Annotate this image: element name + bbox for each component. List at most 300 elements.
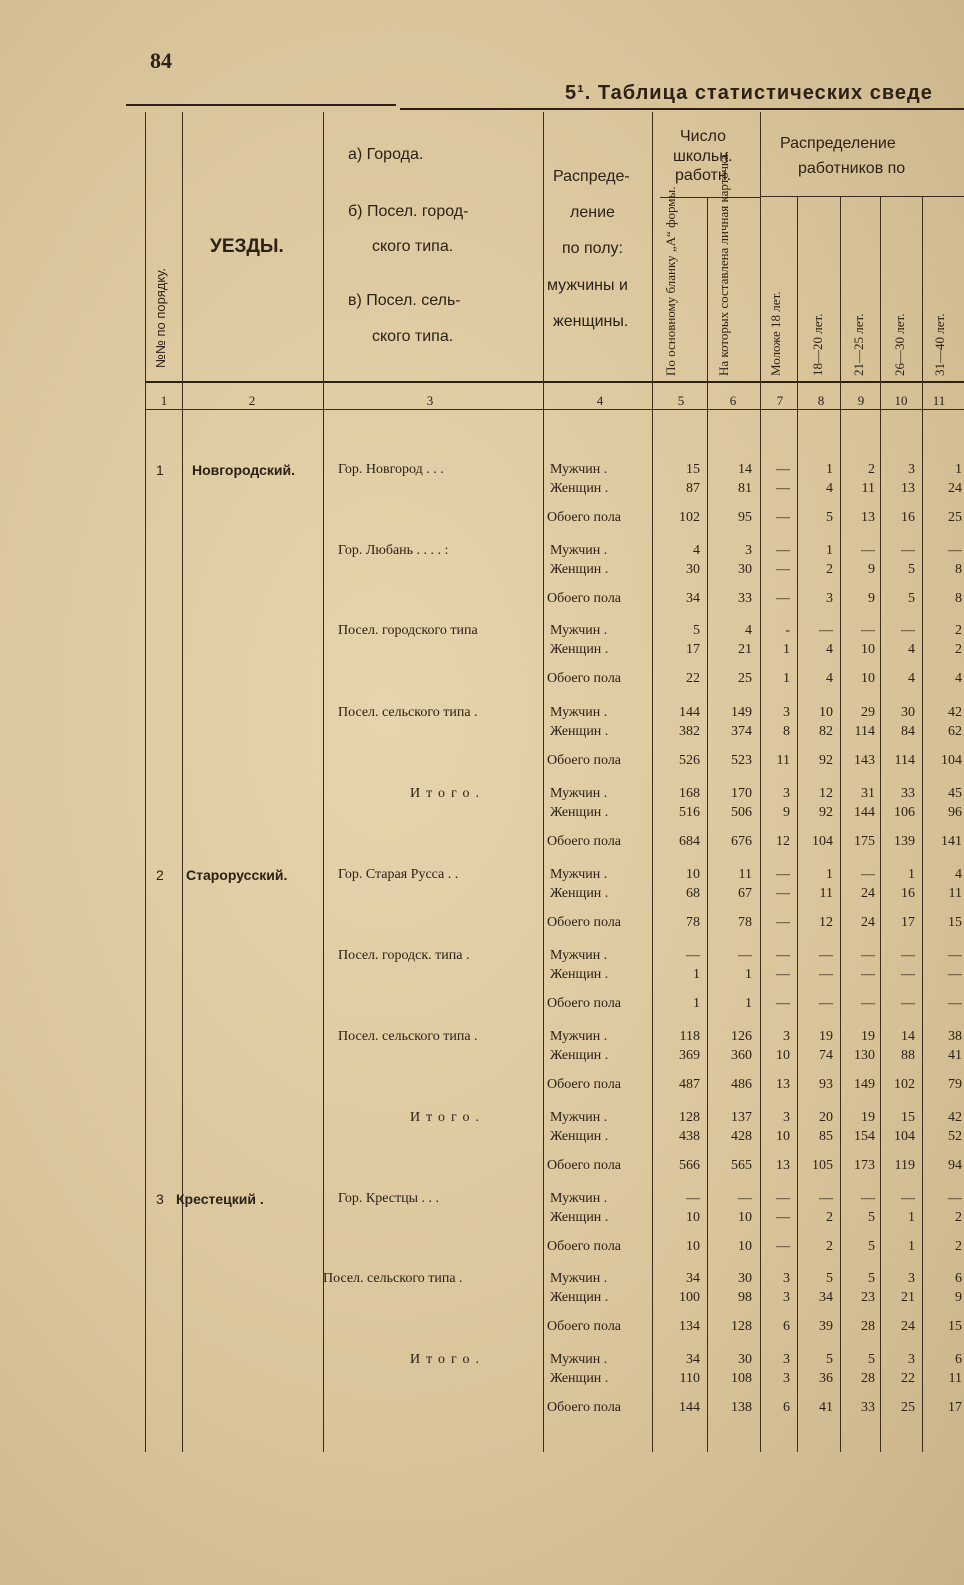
sex-label: Мужчин . xyxy=(550,1110,608,1125)
value-cell: 5 xyxy=(826,1271,833,1286)
value-cell: 4 xyxy=(693,543,700,558)
value-cell: 4 xyxy=(908,671,915,686)
header-col3-line: ского типа. xyxy=(372,238,454,255)
value-cell: 102 xyxy=(679,510,700,525)
header-col4-line: мужчины и xyxy=(547,277,628,294)
value-cell: 4 xyxy=(908,642,915,657)
sex-label: Мужчин . xyxy=(550,948,608,963)
value-cell: — xyxy=(776,915,790,930)
value-cell: 108 xyxy=(731,1371,752,1386)
value-cell: 30 xyxy=(686,562,700,577)
header-col9: 21—25 лет. xyxy=(851,313,866,376)
sex-label: Мужчин . xyxy=(550,705,608,720)
value-cell: 21 xyxy=(738,642,752,657)
value-cell: — xyxy=(861,867,875,882)
col-line xyxy=(840,196,841,1452)
value-cell: — xyxy=(901,948,915,963)
value-cell: 506 xyxy=(731,805,752,820)
value-cell: 33 xyxy=(901,786,915,801)
col-line xyxy=(797,196,798,1452)
sex-label: Обоего пола xyxy=(547,1400,622,1415)
value-cell: 1 xyxy=(826,462,833,477)
value-cell: — xyxy=(901,996,915,1011)
value-cell: 516 xyxy=(679,805,700,820)
value-cell: 3 xyxy=(783,1271,790,1286)
top-rule-left xyxy=(126,104,396,106)
header-col3-line: б) Посел. город- xyxy=(348,203,469,220)
value-cell: 3 xyxy=(783,1290,790,1305)
sex-label: Обоего пола xyxy=(547,753,622,768)
header-col2: УЕЗДЫ. xyxy=(210,236,284,257)
value-cell: 2 xyxy=(826,1210,833,1225)
value-cell: 526 xyxy=(679,753,700,768)
header-col11: 31—40 лет. xyxy=(932,313,947,376)
value-cell: 30 xyxy=(738,1271,752,1286)
value-cell: 486 xyxy=(731,1077,752,1092)
value-cell: 16 xyxy=(901,510,915,525)
value-cell: — xyxy=(948,948,962,963)
value-cell: — xyxy=(948,967,962,982)
value-cell: 13 xyxy=(901,481,915,496)
value-cell: 10 xyxy=(686,867,700,882)
value-cell: — xyxy=(776,867,790,882)
value-cell: 141 xyxy=(941,834,962,849)
total-label: Итого. xyxy=(410,786,485,801)
value-cell: 34 xyxy=(686,1352,700,1367)
col-line xyxy=(707,197,708,1452)
sex-label: Женщин . xyxy=(550,481,609,496)
value-cell: 38 xyxy=(948,1029,962,1044)
value-cell: 105 xyxy=(812,1158,833,1173)
value-cell: 68 xyxy=(686,886,700,901)
value-cell: 95 xyxy=(738,510,752,525)
value-cell: 4 xyxy=(745,623,752,638)
header-col7: Моложе 18 лет. xyxy=(768,291,783,376)
col-number: 1 xyxy=(160,393,168,408)
value-cell: 3 xyxy=(745,543,752,558)
header-group-count: школьн. xyxy=(673,148,733,165)
col-number: 5 xyxy=(677,393,685,408)
value-cell: 676 xyxy=(731,834,752,849)
value-cell: 28 xyxy=(861,1319,875,1334)
total-label: Итого. xyxy=(410,1352,485,1367)
value-cell: 17 xyxy=(686,642,700,657)
value-cell: 128 xyxy=(731,1319,752,1334)
value-cell: 684 xyxy=(679,834,700,849)
value-cell: 1 xyxy=(826,543,833,558)
value-cell: 87 xyxy=(686,481,700,496)
value-cell: — xyxy=(819,967,833,982)
value-cell: — xyxy=(901,967,915,982)
value-cell: 10 xyxy=(819,705,833,720)
sex-label: Обоего пола xyxy=(547,1239,622,1254)
value-cell: 428 xyxy=(731,1129,752,1144)
col-number: 7 xyxy=(776,393,784,408)
value-cell: 25 xyxy=(901,1400,915,1415)
sex-label: Обоего пола xyxy=(547,671,622,686)
sex-label: Мужчин . xyxy=(550,786,608,801)
value-cell: 8 xyxy=(783,724,790,739)
value-cell: — xyxy=(776,462,790,477)
value-cell: 13 xyxy=(776,1158,790,1173)
value-cell: — xyxy=(686,948,700,963)
value-cell: 30 xyxy=(738,1352,752,1367)
value-cell: 41 xyxy=(819,1400,833,1415)
header-col5: По основному бланку „А“ формы. xyxy=(663,186,678,376)
value-cell: 104 xyxy=(812,834,833,849)
value-cell: — xyxy=(738,948,752,963)
value-cell: 4 xyxy=(955,867,962,882)
value-cell: 9 xyxy=(955,1290,962,1305)
sex-label: Мужчин . xyxy=(550,867,608,882)
value-cell: 149 xyxy=(731,705,752,720)
settlement-name: Гор. Крестцы . . . xyxy=(338,1191,439,1206)
value-cell: — xyxy=(776,1210,790,1225)
page-number: 84 xyxy=(150,48,172,73)
value-cell: 13 xyxy=(861,510,875,525)
value-cell: 10 xyxy=(861,642,875,657)
value-cell: — xyxy=(901,543,915,558)
row-number: 2 xyxy=(156,867,164,883)
value-cell: — xyxy=(776,1239,790,1254)
value-cell: 31 xyxy=(861,786,875,801)
value-cell: 5 xyxy=(826,510,833,525)
uezd-name: Новгородский. xyxy=(192,462,295,478)
value-cell: — xyxy=(948,996,962,1011)
value-cell: 96 xyxy=(948,805,962,820)
value-cell: 10 xyxy=(861,671,875,686)
value-cell: 566 xyxy=(679,1158,700,1173)
col-line xyxy=(922,196,923,1452)
uezd-name: Крестецкий . xyxy=(176,1191,264,1207)
settlement-name: Гор. Старая Русса . . xyxy=(338,867,459,882)
value-cell: 369 xyxy=(679,1048,700,1063)
value-cell: 24 xyxy=(861,915,875,930)
value-cell: 1 xyxy=(908,1210,915,1225)
value-cell: 144 xyxy=(679,1400,700,1415)
value-cell: 4 xyxy=(826,642,833,657)
top-rule-right xyxy=(400,108,964,110)
col-line xyxy=(145,112,146,1452)
value-cell: 119 xyxy=(894,1158,915,1173)
value-cell: — xyxy=(819,623,833,638)
value-cell: 5 xyxy=(868,1271,875,1286)
col-line xyxy=(880,196,881,1452)
value-cell: 104 xyxy=(894,1129,915,1144)
value-cell: 170 xyxy=(731,786,752,801)
value-cell: 15 xyxy=(948,1319,962,1334)
value-cell: 81 xyxy=(738,481,752,496)
sex-label: Мужчин . xyxy=(550,462,608,477)
value-cell: 94 xyxy=(948,1158,962,1173)
value-cell: 565 xyxy=(731,1158,752,1173)
value-cell: 10 xyxy=(686,1239,700,1254)
header-col4-line: по полу: xyxy=(562,240,623,257)
settlement-name: Гор. Любань . . . . : xyxy=(338,543,449,558)
value-cell: 93 xyxy=(819,1077,833,1092)
col-line xyxy=(182,112,183,1452)
value-cell: 100 xyxy=(679,1290,700,1305)
value-cell: 12 xyxy=(819,915,833,930)
value-cell: 45 xyxy=(948,786,962,801)
sex-label: Женщин . xyxy=(550,1129,609,1144)
value-cell: — xyxy=(861,623,875,638)
header-col3-line: а) Города. xyxy=(348,146,424,163)
sex-label: Женщин . xyxy=(550,642,609,657)
settlement-name: Посел. сельского типа . xyxy=(338,705,478,720)
value-cell: 79 xyxy=(948,1077,962,1092)
sex-label: Обоего пола xyxy=(547,1319,622,1334)
header-bottom-rule xyxy=(145,381,964,383)
sex-label: Женщин . xyxy=(550,562,609,577)
value-cell: — xyxy=(948,1191,962,1206)
value-cell: — xyxy=(776,510,790,525)
value-cell: 84 xyxy=(901,724,915,739)
header-col4-line: женщины. xyxy=(553,313,629,330)
value-cell: 11 xyxy=(819,886,833,901)
value-cell: 30 xyxy=(901,705,915,720)
value-cell: 5 xyxy=(908,591,915,606)
value-cell: 8 xyxy=(955,591,962,606)
value-cell: 2 xyxy=(955,1210,962,1225)
value-cell: 9 xyxy=(783,805,790,820)
value-cell: 118 xyxy=(679,1029,700,1044)
settlement-name: Посел. городск. типа . xyxy=(338,948,470,963)
uezd-name: Старорусский. xyxy=(186,867,288,883)
sex-label: Мужчин . xyxy=(550,1029,608,1044)
value-cell: 3 xyxy=(783,1352,790,1367)
value-cell: 14 xyxy=(901,1029,915,1044)
value-cell: — xyxy=(776,543,790,558)
value-cell: — xyxy=(861,543,875,558)
value-cell: 5 xyxy=(693,623,700,638)
value-cell: 19 xyxy=(861,1029,875,1044)
value-cell: — xyxy=(861,967,875,982)
value-cell: 487 xyxy=(679,1077,700,1092)
value-cell: 382 xyxy=(679,724,700,739)
col-number: 4 xyxy=(596,393,604,408)
value-cell: 10 xyxy=(776,1048,790,1063)
sex-label: Обоего пола xyxy=(547,834,622,849)
col-number: 11 xyxy=(932,393,946,408)
value-cell: 3 xyxy=(908,1352,915,1367)
value-cell: 143 xyxy=(854,753,875,768)
value-cell: 16 xyxy=(901,886,915,901)
value-cell: 98 xyxy=(738,1290,752,1305)
value-cell: — xyxy=(738,1191,752,1206)
value-cell: 5 xyxy=(908,562,915,577)
value-cell: 4 xyxy=(826,481,833,496)
value-cell: 175 xyxy=(854,834,875,849)
value-cell: — xyxy=(861,1191,875,1206)
value-cell: 19 xyxy=(861,1110,875,1125)
value-cell: 85 xyxy=(819,1129,833,1144)
value-cell: 10 xyxy=(738,1239,752,1254)
value-cell: 144 xyxy=(679,705,700,720)
sex-label: Мужчин . xyxy=(550,1271,608,1286)
value-cell: 12 xyxy=(776,834,790,849)
value-cell: — xyxy=(776,886,790,901)
header-group-count: работн. xyxy=(675,167,732,184)
value-cell: 42 xyxy=(948,1110,962,1125)
col-number: 9 xyxy=(857,393,865,408)
col-line xyxy=(543,112,544,1452)
value-cell: 1 xyxy=(783,642,790,657)
sex-label: Мужчин . xyxy=(550,1191,608,1206)
colnum-rule xyxy=(145,409,964,410)
value-cell: — xyxy=(948,543,962,558)
value-cell: — xyxy=(776,1191,790,1206)
value-cell: 3 xyxy=(783,705,790,720)
value-cell: 17 xyxy=(901,915,915,930)
value-cell: 2 xyxy=(826,1239,833,1254)
value-cell: — xyxy=(776,967,790,982)
value-cell: 41 xyxy=(948,1048,962,1063)
sex-label: Женщин . xyxy=(550,886,609,901)
value-cell: 15 xyxy=(686,462,700,477)
value-cell: 168 xyxy=(679,786,700,801)
value-cell: 10 xyxy=(686,1210,700,1225)
value-cell: 11 xyxy=(738,867,752,882)
value-cell: — xyxy=(819,1191,833,1206)
value-cell: — xyxy=(901,1191,915,1206)
settlement-name: Посел. городского типа xyxy=(338,623,478,638)
value-cell: 1 xyxy=(693,967,700,982)
col-number: 10 xyxy=(894,393,908,408)
row-number: 3 xyxy=(156,1191,164,1207)
table-title: 5¹. Таблица статистических сведе xyxy=(565,82,933,104)
sex-label: Обоего пола xyxy=(547,915,622,930)
value-cell: 1 xyxy=(955,462,962,477)
value-cell: 137 xyxy=(731,1110,752,1125)
value-cell: 11 xyxy=(861,481,875,496)
value-cell: 33 xyxy=(861,1400,875,1415)
value-cell: 33 xyxy=(738,591,752,606)
value-cell: 25 xyxy=(948,510,962,525)
value-cell: 10 xyxy=(776,1129,790,1144)
value-cell: 3 xyxy=(783,1110,790,1125)
value-cell: 62 xyxy=(948,724,962,739)
value-cell: 24 xyxy=(948,481,962,496)
sex-label: Женщин . xyxy=(550,967,609,982)
value-cell: 3 xyxy=(908,462,915,477)
group-dist-rule xyxy=(760,196,964,197)
col-number: 6 xyxy=(729,393,737,408)
value-cell: 5 xyxy=(826,1352,833,1367)
sex-label: Обоего пола xyxy=(547,1077,622,1092)
header-col10: 26—30 лет. xyxy=(892,313,907,376)
value-cell: 128 xyxy=(679,1110,700,1125)
value-cell: 92 xyxy=(819,805,833,820)
value-cell: 110 xyxy=(679,1371,700,1386)
settlement-name: Посел. сельского типа . xyxy=(323,1271,463,1286)
value-cell: 3 xyxy=(908,1271,915,1286)
value-cell: 3 xyxy=(826,591,833,606)
value-cell: 82 xyxy=(819,724,833,739)
value-cell: 1 xyxy=(745,996,752,1011)
value-cell: 2 xyxy=(868,462,875,477)
value-cell: 28 xyxy=(861,1371,875,1386)
value-cell: 6 xyxy=(955,1352,962,1367)
value-cell: 15 xyxy=(948,915,962,930)
value-cell: 6 xyxy=(955,1271,962,1286)
value-cell: 114 xyxy=(854,724,875,739)
value-cell: 12 xyxy=(819,786,833,801)
value-cell: 78 xyxy=(686,915,700,930)
sex-label: Женщин . xyxy=(550,1210,609,1225)
value-cell: 67 xyxy=(738,886,752,901)
value-cell: 154 xyxy=(854,1129,875,1144)
value-cell: 88 xyxy=(901,1048,915,1063)
value-cell: 102 xyxy=(894,1077,915,1092)
value-cell: — xyxy=(776,562,790,577)
header-col8: 18—20 лет. xyxy=(810,313,825,376)
value-cell: 139 xyxy=(894,834,915,849)
value-cell: — xyxy=(776,481,790,496)
sex-label: Обоего пола xyxy=(547,1158,622,1173)
sex-label: Обоего пола xyxy=(547,510,622,525)
value-cell: 144 xyxy=(854,805,875,820)
value-cell: 39 xyxy=(819,1319,833,1334)
sex-label: Женщин . xyxy=(550,1371,609,1386)
value-cell: 1 xyxy=(908,1239,915,1254)
value-cell: 42 xyxy=(948,705,962,720)
header-col3-line: в) Посел. сель- xyxy=(348,292,461,309)
value-cell: 126 xyxy=(731,1029,752,1044)
value-cell: 30 xyxy=(738,562,752,577)
header-group-count: Число xyxy=(680,128,727,145)
value-cell: 2 xyxy=(955,623,962,638)
value-cell: 130 xyxy=(854,1048,875,1063)
value-cell: — xyxy=(776,996,790,1011)
header-col1: №№ по порядку. xyxy=(153,267,168,368)
value-cell: 360 xyxy=(731,1048,752,1063)
value-cell: 3 xyxy=(783,786,790,801)
value-cell: 4 xyxy=(955,671,962,686)
value-cell: 4 xyxy=(826,671,833,686)
value-cell: 2 xyxy=(955,1239,962,1254)
value-cell: 11 xyxy=(776,753,790,768)
header-col4-line: ление xyxy=(570,204,615,221)
value-cell: 25 xyxy=(738,671,752,686)
value-cell: 23 xyxy=(861,1290,875,1305)
col-line xyxy=(323,112,324,1452)
value-cell: 523 xyxy=(731,753,752,768)
value-cell: 22 xyxy=(901,1371,915,1386)
value-cell: 104 xyxy=(941,753,962,768)
value-cell: 24 xyxy=(901,1319,915,1334)
sex-label: Мужчин . xyxy=(550,1352,608,1367)
col-number: 8 xyxy=(817,393,825,408)
value-cell: 74 xyxy=(819,1048,833,1063)
value-cell: 1 xyxy=(745,967,752,982)
value-cell: 1 xyxy=(908,867,915,882)
header-group-dist: работников по xyxy=(798,160,906,177)
value-cell: 34 xyxy=(686,591,700,606)
sex-label: Мужчин . xyxy=(550,623,608,638)
value-cell: 10 xyxy=(738,1210,752,1225)
value-cell: 15 xyxy=(901,1110,915,1125)
sex-label: Мужчин . xyxy=(550,543,608,558)
sex-label: Женщин . xyxy=(550,724,609,739)
value-cell: 22 xyxy=(686,671,700,686)
header-col4-line: Распреде- xyxy=(553,168,630,185)
value-cell: 438 xyxy=(679,1129,700,1144)
value-cell: — xyxy=(861,996,875,1011)
value-cell: 5 xyxy=(868,1239,875,1254)
value-cell: — xyxy=(686,1191,700,1206)
value-cell: 24 xyxy=(861,886,875,901)
